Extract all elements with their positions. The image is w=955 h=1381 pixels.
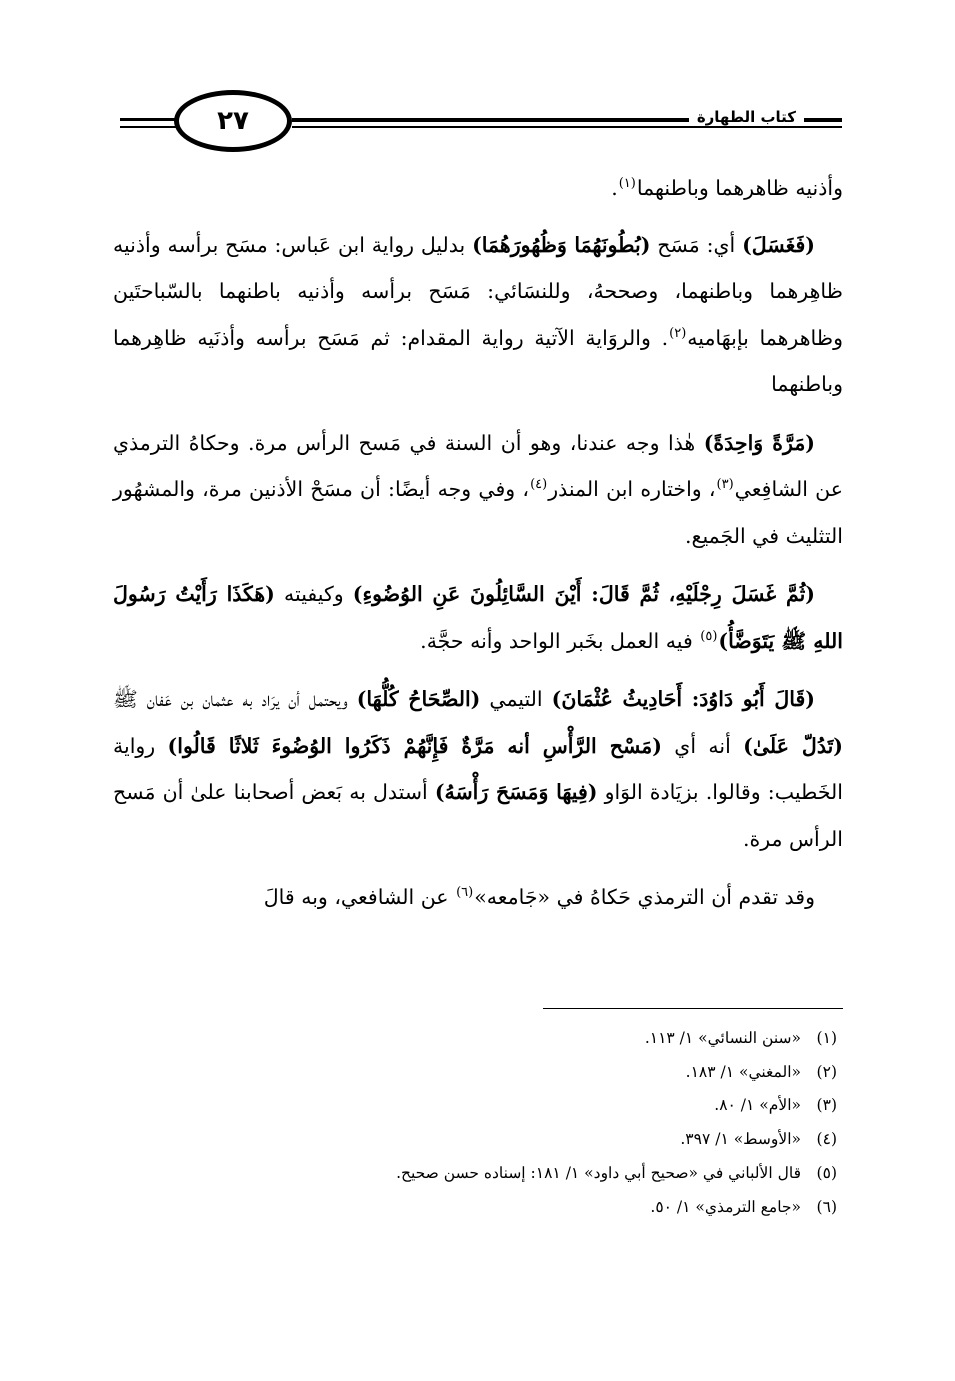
matn-quote: (بُطُونَهُمَا وَظُهُورَهُمَا) — [472, 232, 651, 257]
commentary-text: فيه العمل بخَبر الواحد وأنه حجَّة. — [420, 628, 700, 653]
commentary-text: بدليل رواية ابن عَباس: مسَح برأسه وأذنيه ظاهِرهما وباطنهما، وصححهُ، وللنسَائي: مَسَح برأسه وأذنيه باطنهما بالسّباحتَين وظاهرهما بإبهَاميه — [113, 232, 843, 350]
footnote-ref: (٣) — [716, 477, 734, 493]
commentary-text: أي: مَسَح — [650, 232, 743, 257]
running-header — [120, 90, 842, 160]
footnote-ref: (٦) — [456, 885, 474, 901]
commentary-text: ويحتمل أن يرَاد به عثمان بن عَفان ﷺ — [113, 687, 357, 711]
footnote-number: (٥) — [816, 1163, 837, 1182]
paragraph — [113, 676, 843, 862]
footnote-number: (٢) — [816, 1062, 837, 1081]
footnote-separator — [543, 1008, 843, 1009]
matn-quote: (قَالَ أَبُو دَاوُدَ: أَحَادِيثُ عُثْمَانَ) — [551, 687, 815, 711]
footnote — [137, 1089, 837, 1123]
footnote-text: «الأوسط» ١/ ٣٩٧. — [680, 1130, 801, 1149]
footnote-text: «المغني» ١/ ١٨٣. — [685, 1062, 801, 1081]
footnote — [137, 1056, 837, 1090]
footnote-ref: (٥) — [700, 628, 718, 644]
paragraph — [113, 165, 843, 212]
footnote-ref: (٤) — [530, 477, 548, 493]
footnote — [137, 1191, 837, 1225]
paragraph — [113, 874, 843, 921]
matn-quote: (تَدُلّ عَلَىٰ) — [743, 733, 843, 758]
commentary-text: أنه أي — [661, 733, 744, 758]
commentary-text: التيمي — [480, 687, 552, 711]
paragraph — [113, 571, 843, 664]
paragraph — [113, 222, 843, 408]
header-rule-left-thick — [120, 118, 182, 121]
paragraph — [113, 420, 843, 560]
commentary-text: أستدل به بَعض أصحابنا علىٰ أن مَسح الرأس مرة. — [113, 780, 843, 851]
footnote — [137, 1022, 837, 1056]
page-number: ٢٧ — [217, 106, 249, 136]
footnote-number: (٣) — [816, 1096, 837, 1115]
footnote-number: (١) — [816, 1029, 837, 1047]
matn-quote: (ثُمَّ غَسَلَ رِجْلَيْهِ، ثُمَّ قَالَ: أَيْنَ السَّائِلُونَ عَنِ الوُضُوءِ) — [352, 582, 815, 606]
commentary-text: عن الشافعي، وبه قالَ — [263, 885, 456, 909]
footnote-text: «الأم» ١/ ٨٠. — [714, 1096, 801, 1115]
matn-quote: (مَسْح الرَّأْسِ أنه مَرَّةٌ فَإِنَّهُمْ ذَكَرُوا الوُضُوءَ ثَلاثًا قَالُوا) — [167, 733, 662, 758]
footnote-text: «سنن النسائي» ١/ ١١٣. — [644, 1029, 801, 1047]
matn-quote: (الصِّحَاحُ كُلُّهَا) — [356, 687, 481, 711]
footnote-text: «جامع الترمذي» ١/ ٥٠. — [650, 1197, 801, 1216]
commentary-text: وقد تقدم أن الترمذي حَكاهُ في «جَامعه» — [474, 885, 815, 909]
footnote-text: قال الألباني في «صحيح أبي داود» ١/ ١٨١: إسناده حسن صحيح. — [396, 1163, 801, 1182]
commentary-text: ، واختاره ابن المنذر — [548, 477, 716, 501]
matn-quote: (فَغَسَلَ) — [742, 232, 815, 257]
commentary-text: هٰذا وجه عندنا، وهو أن السنة في مَسح الرأس مرة. وحكاهُ الترمذي عن الشافِعي — [113, 430, 844, 501]
commentary-text: . والروَاية الآتية رواية المقدام: ثم مَسَح برأسه وأذنَيه ظاهِرهما وباطنهما — [113, 325, 843, 396]
matn-quote: (مَرَّةً وَاحِدَةً) — [703, 430, 815, 455]
matn-quote: (فِيهَا وَمَسَحَ رَأْسَهُ) — [434, 780, 598, 804]
main-text — [113, 165, 843, 933]
footnote-ref: (١) — [618, 176, 636, 192]
header-rule-left-thin — [120, 126, 182, 128]
footnotes — [137, 1022, 837, 1224]
commentary-text: ، وفي وجه أيضًا: أن مسَحْ الأذنين مرة، والمشهُور التثليث في الجَميع. — [113, 477, 843, 548]
footnote-ref: (٢) — [669, 325, 687, 341]
footnote — [137, 1157, 837, 1191]
matn-quote: (هَكَذَا رَأَيْتُ رَسُولَ اللهِ ﷺ يَتَوَضَّأُ) — [113, 582, 843, 653]
page-number-badge — [174, 90, 292, 152]
footnote — [137, 1123, 837, 1157]
header-rule-right-thin — [292, 126, 842, 128]
commentary-text: . — [611, 176, 618, 200]
commentary-text: رواية الخَطيب: وقالوا. بزيَادة الوَاو — [113, 733, 844, 804]
footnote-number: (٤) — [816, 1130, 837, 1149]
running-title: كتاب الطهارة — [689, 108, 804, 126]
commentary-text: وكيفيته — [274, 582, 353, 606]
commentary-text: وأذنيه ظاهرهما وباطنهما — [636, 176, 843, 200]
footnote-number: (٦) — [816, 1197, 837, 1216]
